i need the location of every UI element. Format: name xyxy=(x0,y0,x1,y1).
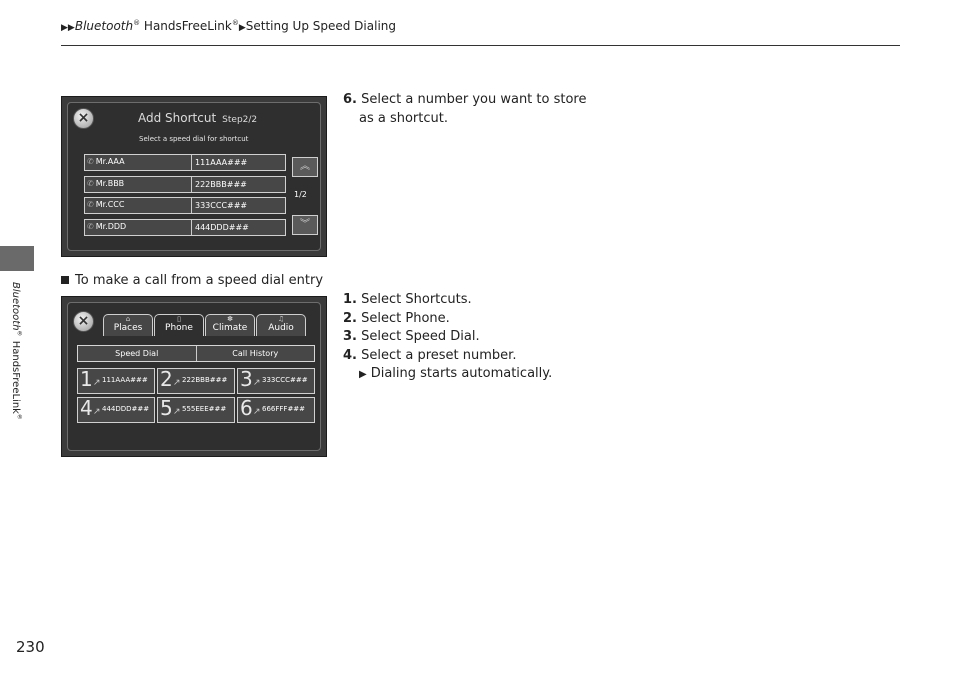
contact-number: 333CCC### xyxy=(191,198,247,213)
speed-dial-button[interactable] xyxy=(157,368,235,394)
step-number: 6. xyxy=(343,92,357,107)
chapter-tab xyxy=(0,246,34,271)
dial-digit: 4 xyxy=(80,396,93,420)
step-text-end: . xyxy=(475,329,480,344)
tab-label: Phone xyxy=(165,323,193,333)
phone-icon: ↗ xyxy=(173,407,181,417)
dial-digit: 1 xyxy=(80,367,93,391)
breadcrumb-arrows: ▶▶ xyxy=(61,23,75,33)
step-ui-label: Shortcuts xyxy=(405,292,468,307)
result-text: Dialing starts automatically. xyxy=(370,366,553,381)
result-arrow-icon: ▶ xyxy=(359,369,367,380)
step-6 xyxy=(343,91,603,128)
step-number: 3. xyxy=(343,329,357,344)
screen-title xyxy=(138,111,257,125)
chapter-label-rest: HandsFreeLink xyxy=(10,337,21,414)
contact-name-text: Mr.CCC xyxy=(95,200,125,209)
step-text: Select xyxy=(361,310,406,326)
screen-title-text: Add Shortcut xyxy=(138,111,217,125)
phone-icon: ↗ xyxy=(93,378,101,388)
step-text: Select xyxy=(361,292,406,307)
step-ui-label: Speed Dial xyxy=(405,329,476,344)
screen-frame xyxy=(67,102,321,251)
step-2 xyxy=(343,310,603,329)
contact-number: 222BBB### xyxy=(191,177,247,192)
chapter-label-reg2: ® xyxy=(16,413,24,421)
tab-climate[interactable] xyxy=(205,314,255,336)
square-bullet-icon xyxy=(61,276,69,284)
section-heading xyxy=(61,273,323,288)
phone-icon: ↗ xyxy=(253,378,261,388)
scroll-up-icon[interactable]: ︽ xyxy=(292,157,318,177)
tab-label: Places xyxy=(113,323,143,333)
phone-icon: ↗ xyxy=(173,378,181,388)
contact-name xyxy=(87,200,124,209)
step-text-end: . xyxy=(467,292,472,307)
segment-call-history[interactable]: Call History xyxy=(196,346,315,361)
dial-number: 111AAA### xyxy=(102,376,148,384)
segment-control xyxy=(77,345,315,362)
speed-dial-button[interactable] xyxy=(77,368,155,394)
contact-row[interactable] xyxy=(84,219,286,236)
close-icon[interactable]: × xyxy=(73,108,94,129)
step-ui-label: Phone xyxy=(405,310,446,326)
step-text: Select xyxy=(361,329,406,344)
segment-speed-dial[interactable]: Speed Dial xyxy=(115,349,159,358)
phone-icon: ✆ xyxy=(87,222,94,231)
step-1 xyxy=(343,291,603,310)
screen-step: Step2/2 xyxy=(222,115,258,125)
add-shortcut-screenshot xyxy=(61,96,327,257)
breadcrumb xyxy=(61,19,396,33)
music-icon: ♫ xyxy=(277,315,285,323)
dial-number: 666FFF### xyxy=(262,405,306,413)
step-number: 1. xyxy=(343,292,357,307)
contact-name-text: Mr.AAA xyxy=(95,157,125,166)
screen-frame xyxy=(67,302,321,451)
dial-digit: 2 xyxy=(160,367,173,391)
steps-list xyxy=(343,291,603,385)
tab-label: Audio xyxy=(268,323,294,333)
contact-name xyxy=(87,222,126,231)
step-text: Select a preset number. xyxy=(361,347,517,363)
fan-icon: ✽ xyxy=(227,315,233,323)
header-rule xyxy=(61,45,900,46)
chapter-label-reg: ® xyxy=(16,330,24,338)
step-text-end: . xyxy=(445,310,450,326)
step-text-cont: as a shortcut. xyxy=(359,110,448,126)
contact-name xyxy=(87,179,124,188)
contact-name-text: Mr.BBB xyxy=(95,179,125,188)
tab-label: Climate xyxy=(212,323,248,333)
screen-subtitle: Select a speed dial for shortcut xyxy=(139,135,249,143)
section-heading-text: To make a call from a speed dial entry xyxy=(75,273,324,288)
chapter-label xyxy=(10,282,23,421)
dial-number: 222BBB### xyxy=(182,376,228,384)
breadcrumb-reg: ® xyxy=(133,19,141,27)
phone-icon: ▯ xyxy=(177,315,181,323)
tab-places[interactable] xyxy=(103,314,153,336)
contact-number: 111AAA### xyxy=(191,155,247,170)
contact-name-text: Mr.DDD xyxy=(95,222,127,231)
chapter-label-italic: Bluetooth xyxy=(10,282,21,331)
speed-dial-screenshot xyxy=(61,296,327,457)
dial-digit: 5 xyxy=(160,396,173,420)
step-text: Select a number you want to store xyxy=(361,92,587,107)
speed-dial-button[interactable] xyxy=(237,397,315,423)
tab-phone[interactable] xyxy=(154,314,204,336)
page-indicator: 1/2 xyxy=(294,190,307,199)
contact-row[interactable] xyxy=(84,197,286,214)
speed-dial-button[interactable] xyxy=(237,368,315,394)
tab-audio[interactable] xyxy=(256,314,306,336)
breadcrumb-handsfreelink: HandsFreeLink xyxy=(140,19,232,33)
breadcrumb-bluetooth: Bluetooth xyxy=(74,19,134,33)
step-result xyxy=(343,365,603,385)
step-number: 2. xyxy=(343,310,357,326)
speed-dial-button[interactable] xyxy=(77,397,155,423)
contact-row[interactable] xyxy=(84,154,286,171)
phone-icon: ✆ xyxy=(87,157,94,166)
phone-icon: ✆ xyxy=(87,179,94,188)
breadcrumb-reg2: ® xyxy=(231,19,239,27)
dial-number: 333CCC### xyxy=(262,376,308,384)
dial-digit: 3 xyxy=(240,367,253,391)
contact-name xyxy=(87,157,125,166)
phone-icon: ✆ xyxy=(87,200,94,209)
phone-icon: ↗ xyxy=(93,407,101,417)
page-number: 230 xyxy=(16,638,45,656)
dial-number: 444DDD### xyxy=(102,405,150,413)
step-3 xyxy=(343,328,603,347)
places-icon: ⌂ xyxy=(125,315,131,323)
breadcrumb-separator: ▶ xyxy=(238,23,246,33)
speed-dial-button[interactable] xyxy=(157,397,235,423)
step-number: 4. xyxy=(343,347,357,363)
breadcrumb-current: Setting Up Speed Dialing xyxy=(245,19,396,33)
scroll-down-icon[interactable]: ︾ xyxy=(292,215,318,235)
contact-row[interactable] xyxy=(84,176,286,193)
phone-icon: ↗ xyxy=(253,407,261,417)
step-4 xyxy=(343,347,603,366)
close-icon[interactable]: × xyxy=(73,311,94,332)
dial-digit: 6 xyxy=(240,396,253,420)
dial-number: 555EEE### xyxy=(182,405,227,413)
contact-number: 444DDD### xyxy=(191,220,249,235)
